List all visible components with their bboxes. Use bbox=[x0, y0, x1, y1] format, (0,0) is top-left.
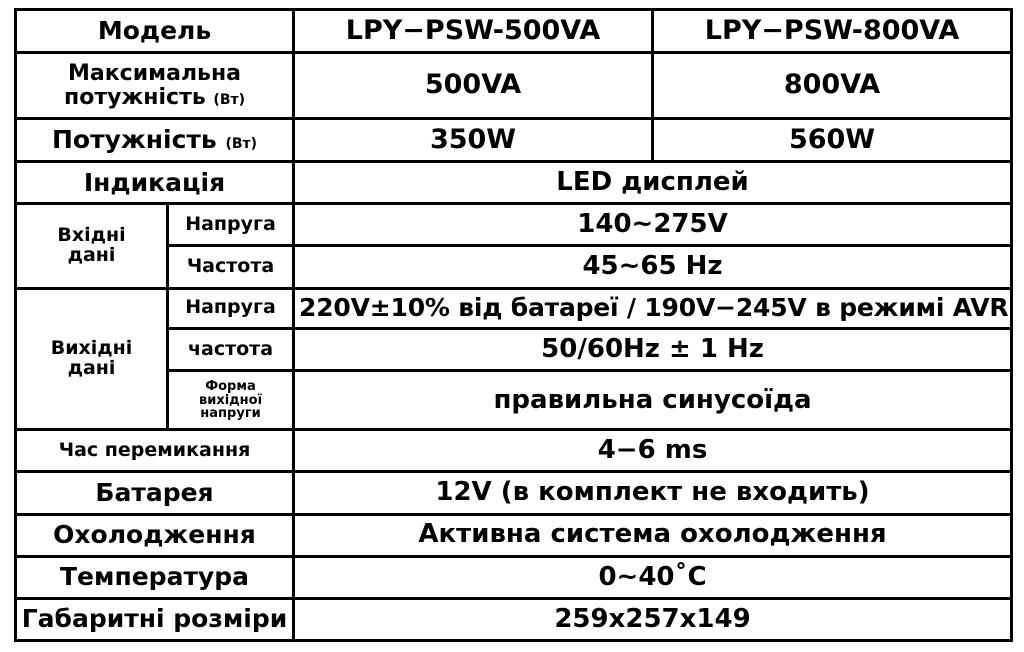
cell-output-frequency-value: 50/60Hz ± 1 Hz bbox=[294, 329, 1012, 371]
row-label-cooling: Охолодження bbox=[16, 514, 294, 556]
sub-label-input-voltage: Напруга bbox=[168, 204, 294, 246]
unit-vt: (Вт) bbox=[225, 135, 258, 152]
table-row bbox=[16, 288, 1012, 329]
row-label-indication: Індикація bbox=[16, 162, 294, 204]
cell-cooling-value: Активна система охолодження bbox=[294, 514, 1012, 556]
cell-indication-value: LED дисплей bbox=[294, 162, 1012, 204]
table-row bbox=[16, 204, 1012, 246]
row-label-transfer-time: Час перемикання bbox=[16, 430, 294, 472]
row-label-battery: Батарея bbox=[16, 472, 294, 514]
row-label-max-power bbox=[16, 53, 294, 118]
table-row bbox=[16, 430, 1012, 472]
unit-vt: (Вт) bbox=[213, 91, 246, 108]
table-row bbox=[16, 472, 1012, 514]
row-label-max-power-line1: Максимальна bbox=[67, 61, 242, 87]
table-row bbox=[16, 556, 1012, 598]
table-row bbox=[16, 53, 1012, 118]
sub-label-output-voltage: Напруга bbox=[168, 288, 294, 329]
specifications-table bbox=[14, 8, 1013, 642]
row-label-max-power-line2: потужність (Вт) bbox=[64, 84, 246, 110]
cell-dimensions-value: 259x257x149 bbox=[294, 598, 1012, 640]
cell-power-500: 350W bbox=[294, 118, 653, 161]
table-row bbox=[16, 514, 1012, 556]
group-label-input-data: Вхідні дані bbox=[16, 204, 168, 288]
table-row bbox=[16, 598, 1012, 640]
table-row bbox=[16, 162, 1012, 204]
cell-model-500: LPY−PSW-500VA bbox=[294, 10, 653, 53]
cell-battery-value: 12V (в комплект не входить) bbox=[294, 472, 1012, 514]
cell-waveform-value: правильна синусоїда bbox=[294, 371, 1012, 430]
sub-label-waveform: Форма вихідної напруги bbox=[168, 371, 294, 430]
cell-max-power-500: 500VA bbox=[294, 53, 653, 118]
cell-output-voltage-value: 220V±10% від батареї / 190V−245V в режимі AVR bbox=[294, 288, 1012, 329]
cell-max-power-800: 800VA bbox=[653, 53, 1012, 118]
table-row bbox=[16, 118, 1012, 161]
cell-input-voltage-value: 140~275V bbox=[294, 204, 1012, 246]
row-label-dimensions: Габаритні розміри bbox=[16, 598, 294, 640]
sub-label-input-frequency: Частота bbox=[168, 246, 294, 288]
cell-temperature-value: 0~40˚C bbox=[294, 556, 1012, 598]
group-label-output-data: Вихідні дані bbox=[16, 288, 168, 430]
table-row bbox=[16, 10, 1012, 53]
cell-transfer-time-value: 4−6 ms bbox=[294, 430, 1012, 472]
row-label-temperature: Температура bbox=[16, 556, 294, 598]
sub-label-output-frequency: частота bbox=[168, 329, 294, 371]
row-label-model: Модель bbox=[16, 10, 294, 53]
cell-power-800: 560W bbox=[653, 118, 1012, 161]
row-label-power: Потужність (Вт) bbox=[16, 118, 294, 161]
cell-input-frequency-value: 45~65 Hz bbox=[294, 246, 1012, 288]
cell-model-800: LPY−PSW-800VA bbox=[653, 10, 1012, 53]
